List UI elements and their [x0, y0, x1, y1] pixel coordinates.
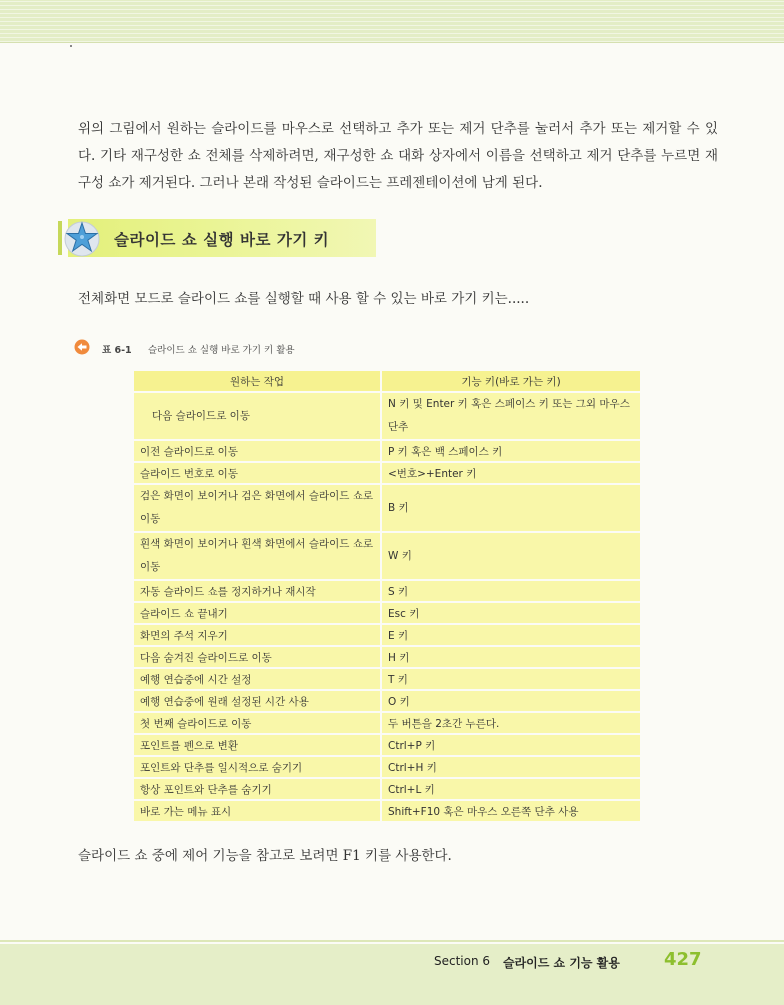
key-cell: <번호>+Enter 키: [381, 462, 641, 484]
key-cell: Ctrl+H 키: [381, 756, 641, 778]
footer-chapter-title: 슬라이드 쇼 기능 활용: [503, 956, 620, 970]
task-cell: 흰색 화면이 보이거나 흰색 화면에서 슬라이드 쇼로 이동: [133, 532, 381, 580]
left-arrow-circle-icon: [74, 339, 90, 355]
section-heading: [58, 219, 378, 257]
table-row: [133, 712, 641, 734]
top-divider: [0, 42, 784, 43]
section-description: 전체화면 모드로 슬라이드 쇼를 실행할 때 사용 할 수 있는 바로 가기 키는.....: [78, 291, 530, 307]
key-cell: Ctrl+P 키: [381, 734, 641, 756]
task-cell: 첫 번째 슬라이드로 이동: [133, 712, 381, 734]
top-dot-mark: [70, 45, 72, 47]
key-cell: 두 버튼을 2초간 누른다.: [381, 712, 641, 734]
table-row: [133, 734, 641, 756]
task-cell: 검은 화면이 보이거나 검은 화면에서 슬라이드 쇼로 이동: [133, 484, 381, 532]
intro-paragraph: 위의 그림에서 원하는 슬라이드를 마우스로 선택하고 추가 또는 제거 단추를 눌러서 추가 또는 제거할 수 있다. 기타 재구성한 쇼 전체를 삭제하려면, 재구성한 쇼 대화 상자에서 이름을 선택하고 제거 단추를 누르면 재구성 쇼가 제거된다. 그러나 본래 작성된 슬라이드는 프레젠테이션에 남게 된다.: [78, 121, 718, 191]
table-row: [133, 800, 641, 822]
table-row: [133, 690, 641, 712]
header-key: 기능 키(바로 가는 키): [381, 370, 641, 392]
shortcut-table: [132, 369, 642, 823]
table-row: [133, 778, 641, 800]
table-row: [133, 624, 641, 646]
task-cell: 예행 연습중에 시간 설정: [133, 668, 381, 690]
section-heading-title: 슬라이드 쇼 실행 바로 가기 키: [114, 231, 330, 249]
table-row: [133, 484, 641, 532]
task-cell: 화면의 주석 지우기: [133, 624, 381, 646]
key-cell: B 키: [381, 484, 641, 532]
task-cell: 슬라이드 쇼 끝내기: [133, 602, 381, 624]
key-cell: Ctrl+L 키: [381, 778, 641, 800]
task-cell: 이전 슬라이드로 이동: [133, 440, 381, 462]
table-row: [133, 462, 641, 484]
task-cell: 바로 가는 메뉴 표시: [133, 800, 381, 822]
header-task: 원하는 작업: [133, 370, 381, 392]
task-cell: 항상 포인트와 단추를 숨기기: [133, 778, 381, 800]
table-row: [133, 580, 641, 602]
starfish-icon: [62, 218, 102, 258]
task-cell: 예행 연습중에 원래 설정된 시간 사용: [133, 690, 381, 712]
top-decorative-band: [0, 0, 784, 42]
page-number: 427: [664, 949, 702, 970]
task-cell: 다음 슬라이드로 이동: [133, 392, 381, 440]
table-row: [133, 532, 641, 580]
key-cell: W 키: [381, 532, 641, 580]
table-row: [133, 392, 641, 440]
table-row: [133, 440, 641, 462]
footer-divider: [0, 940, 784, 942]
table-caption-number: 표 6-1: [102, 345, 132, 356]
key-cell: S 키: [381, 580, 641, 602]
task-cell: 포인트와 단추를 일시적으로 숨기기: [133, 756, 381, 778]
note-paragraph: 슬라이드 쇼 중에 제어 기능을 참고로 보려면 F1 키를 사용한다.: [78, 848, 452, 864]
key-cell: H 키: [381, 646, 641, 668]
table-caption-title: 슬라이드 쇼 실행 바로 가기 키 활용: [148, 345, 295, 356]
task-cell: 다음 숨겨진 슬라이드로 이동: [133, 646, 381, 668]
key-cell: Esc 키: [381, 602, 641, 624]
key-cell: N 키 및 Enter 키 혹은 스페이스 키 또는 그외 마우스 단추: [381, 392, 641, 440]
footer-section-label: Section 6: [434, 954, 491, 968]
table-header-row: [133, 370, 641, 392]
table-row: [133, 668, 641, 690]
table-row: [133, 602, 641, 624]
key-cell: T 키: [381, 668, 641, 690]
task-cell: 포인트를 펜으로 변환: [133, 734, 381, 756]
key-cell: P 키 혹은 백 스페이스 키: [381, 440, 641, 462]
key-cell: O 키: [381, 690, 641, 712]
table-row: [133, 756, 641, 778]
table-row: [133, 646, 641, 668]
key-cell: E 키: [381, 624, 641, 646]
key-cell: Shift+F10 혹은 마우스 오른쪽 단추 사용: [381, 800, 641, 822]
task-cell: 슬라이드 번호로 이동: [133, 462, 381, 484]
task-cell: 자동 슬라이드 쇼를 정지하거나 재시작: [133, 580, 381, 602]
